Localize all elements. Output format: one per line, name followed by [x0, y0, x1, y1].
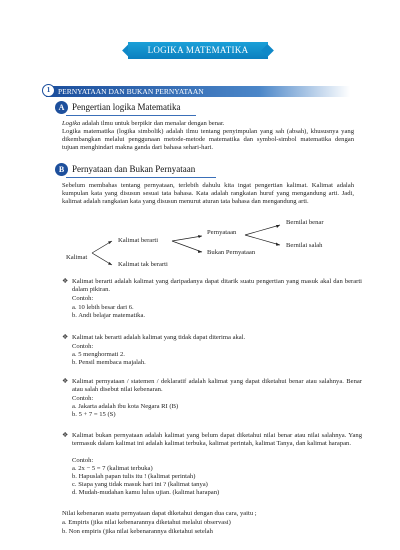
section-heading: PERNYATAAN DAN BUKAN PERNYATAAN: [46, 86, 350, 97]
bullet-3-contoh: Contoh:: [72, 395, 94, 402]
bullet-1-text: Kalimat berarti adalah kalimat yang daripadanya dapat ditarik suatu pengertian yang masuk akal dan berarti dalam pikiran.: [72, 278, 362, 294]
bullet-3-text: Kalimat pernyataan / statemen / deklaratif adalah kalimat yang dapat diketahui benar atau salahnya. Benar atau salah disebut nilai kebenaran.: [72, 378, 362, 394]
logika-definition: Logika adalah ilmu untuk berpikir dan menalar dengan benar.: [62, 120, 225, 127]
closing-line: Nilai kebenaran suatu pernyataan dapat diketahui dengan dua cara, yaitu ;: [62, 510, 257, 517]
logika-matematika-definition: Logika matematika (logika simbolik) adalah ilmu tentang penyimpulan yang sah (absah), khususnya yang dikembangkan melalui penggunaan metode-metode matematika dan symbol-simbol matematika dengan tujuan menghindari makna ganda dari bahasa sehari-hari.: [62, 128, 354, 152]
page-title: LOGIKA MATEMATIKA: [128, 42, 268, 59]
subsection-b-badge: B: [55, 163, 68, 176]
tree-node-kalimat-tak-berarti: Kalimat tak berarti: [118, 261, 168, 268]
bullet-2-contoh: Contoh:: [72, 343, 94, 350]
bullet-1-item-a: a. 10 lebih besar dari 6.: [72, 304, 134, 311]
tree-node-bernilai-salah: Bernilai salah: [286, 242, 323, 249]
bullet-2-item-a: a. 5 menghormati 2.: [72, 351, 125, 358]
subsection-a-title: Pengertian logika Matematika: [72, 102, 181, 112]
bullet-2-item-b: b. Pensil membaca majalah.: [72, 359, 146, 366]
kalimat-intro: Sebelum membahas tentang pernyataan, terlebih dahulu kita ingat pengertian kalimat. Kalimat adalah kumpulan kata yang disusun sesuai tata bahasa. Kata adalah rangkaian huruf yang mengandung arti. Jadi, kalimat adalah rangkaian kata yang disusun menurut aturan tata bahasa dan mengandung arti.: [62, 182, 354, 206]
tree-node-kalimat-berarti: Kalimat berarti: [118, 237, 159, 244]
bullet-icon: ❖: [62, 277, 69, 285]
bullet-4-contoh: Contoh:: [72, 457, 94, 464]
tree-node-kalimat: Kalimat: [66, 254, 88, 261]
bullet-icon: ❖: [62, 333, 69, 341]
closing-item-a: a. Empiris (jika nilai kebenarannya diketahui melalui observasi): [62, 519, 231, 526]
bullet-3-item-b: b. 5 + 7 = 15 (S): [72, 411, 116, 418]
section-number: 1: [42, 84, 55, 97]
bullet-2-text: Kalimat tak berarti adalah kalimat yang tidak dapat diterima akal.: [72, 334, 246, 341]
bullet-4-item-c: c. Siapa yang tidak masuk hari ini ? (kalimat tanya): [72, 481, 208, 488]
tree-node-pernyataan: Pernyataan: [207, 229, 237, 236]
tree-node-bukan-pernyataan: Bukan Pernyataan: [207, 249, 256, 256]
bullet-1-item-b: b. Andi belajar matematika.: [72, 312, 146, 319]
bullet-icon: ❖: [62, 431, 69, 439]
subsection-b-title: Pernyataan dan Bukan Pernyataan: [72, 164, 196, 174]
bullet-4-item-a: a. 2x − 5 = 7 (kalimat terbuka): [72, 465, 153, 472]
bullet-1-contoh: Contoh:: [72, 295, 94, 302]
bullet-4-item-b: b. Hapuslah papan tulis itu ! (kalimat perintah): [72, 473, 196, 480]
bullet-3-item-a: a. Jakarta adalah ibu kota Negara RI (B): [72, 403, 179, 410]
subsection-a-badge: A: [55, 101, 68, 114]
bullet-icon: ❖: [62, 377, 69, 385]
bullet-4-item-d: d. Mudah-mudahan kamu lulus ujian. (kalimat harapan): [72, 489, 220, 496]
tree-node-bernilai-benar: Bernilai benar: [286, 219, 324, 226]
closing-item-b: b. Non empiris (jika nilai kebenarannya diketahui setelah: [62, 528, 213, 535]
bullet-4-text: Kalimat bukan pernyataan adalah kalimat yang belum dapat diketahui nilai benar atau nilai salahnya. Yang termasuk dalam kalimat ini adalah kalimat terbuka, kalimat perintah, kalimat Tanya, dan kalimat harapan.: [72, 432, 362, 448]
